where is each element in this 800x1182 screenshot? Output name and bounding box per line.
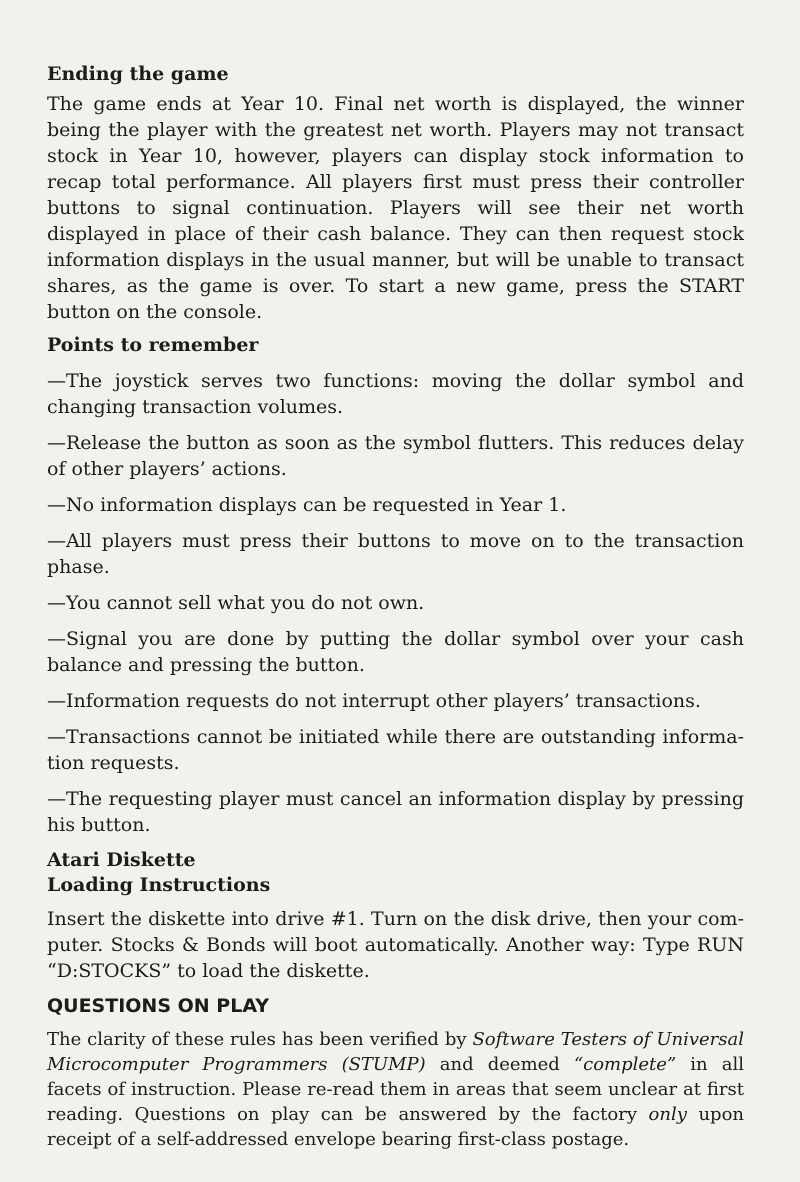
diskette-heading — [47, 848, 744, 898]
points-heading: Points to remember — [47, 334, 259, 356]
point-item: —Transactions cannot be initiated while there are outstanding informa-tion requests. — [47, 726, 744, 774]
point-item: —You cannot sell what you do not own. — [47, 592, 425, 614]
point-item: —Release the button as soon as the symbol flutters. This reduces delay of other players’ actions. — [47, 432, 744, 480]
point-item: —All players must press their buttons to move on to the transaction phase. — [47, 530, 744, 578]
diskette-heading-line1: Atari Diskette — [47, 849, 196, 871]
questions-heading: QUESTIONS ON PLAY — [47, 995, 269, 1017]
ending-section — [47, 62, 744, 325]
point-item: —The joystick serves two functions: moving the dollar symbol and changing transaction volumes. — [47, 370, 744, 418]
ending-body: The game ends at Year 10. Final net worth is displayed, the winner being the player with the greatest net worth. Players may not transact stock in Year 10, however, players can display stock information to recap total performance. All players first must press their controller buttons to signal continuation. Players will see their net worth displayed in place of their cash balance. They can then request stock information displays in the usual manner, but will be unable to transact shares, as the game is over. To start a new game, press the START button on the console. — [47, 93, 744, 323]
questions-italic: Software Testers of Universal Microcomputer Programmers (STUMP) — [47, 1029, 744, 1075]
questions-italic: “complete” — [573, 1054, 677, 1075]
questions-italic: only — [648, 1104, 687, 1125]
point-item: —No information displays can be requested in Year 1. — [47, 494, 567, 516]
questions-section — [47, 994, 744, 1152]
questions-text: and deemed — [425, 1054, 574, 1075]
diskette-heading-line2: Loading Instructions — [47, 874, 271, 896]
ending-heading: Ending the game — [47, 63, 229, 85]
point-item: —Signal you are done by putting the dollar symbol over your cash balance and pressing the button. — [47, 628, 744, 676]
point-item: —The requesting player must cancel an information display by pressing his button. — [47, 788, 744, 836]
points-list — [47, 368, 744, 838]
questions-text: upon receipt of a self-addressed envelope bearing first-class postage. — [47, 1104, 744, 1150]
point-item: —Information requests do not interrupt other players’ transactions. — [47, 690, 701, 712]
diskette-section — [47, 848, 744, 984]
questions-body — [47, 1027, 744, 1152]
questions-text: in all facets of instruction. Please re-read them in areas that seem unclear at first reading. Questions on play can be answered by the factory — [47, 1054, 744, 1125]
points-section — [47, 333, 744, 838]
questions-text: The clarity of these rules has been verified by — [47, 1029, 473, 1050]
diskette-body: Insert the diskette into drive #1. Turn on the disk drive, then your com-puter. Stocks & Bonds will boot automatically. Another way: Type RUN “D:STOCKS” to load the diskette. — [47, 908, 744, 982]
